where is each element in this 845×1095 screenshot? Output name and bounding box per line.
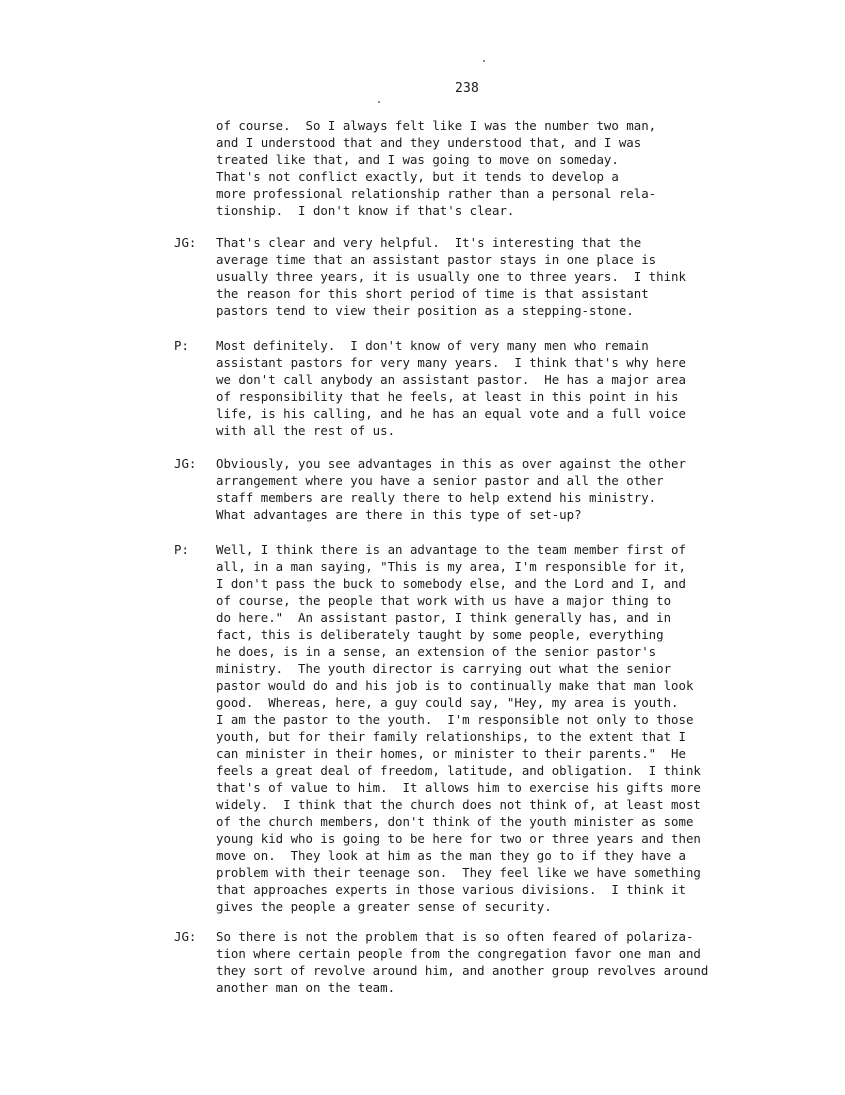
text-line: and I understood that and they understood that, and I was — [216, 135, 642, 150]
text-line: So there is not the problem that is so often feared of polariza- — [216, 929, 694, 944]
text-line: Well, I think there is an advantage to the team member first of — [216, 542, 686, 557]
text-line: tionship. I don't know if that's clear. — [216, 203, 515, 218]
text-line: of course. So I always felt like I was the number two man, — [216, 118, 657, 133]
paragraph-1 — [216, 117, 796, 219]
text-line: average time that an assistant pastor stays in one place is — [216, 252, 657, 267]
text-line: assistant pastors for very many years. I think that's why here — [216, 355, 686, 370]
text-line: that's of value to him. It allows him to exercise his gifts more — [216, 780, 701, 795]
text-line: gives the people a greater sense of security. — [216, 899, 552, 914]
text-line: of responsibility that he feels, at least in this point in his — [216, 389, 679, 404]
text-line: that approaches experts in those various divisions. I think it — [216, 882, 686, 897]
paragraph-3 — [174, 337, 796, 439]
scan-speck — [483, 60, 485, 62]
text-line: fact, this is deliberately taught by some people, everything — [216, 627, 664, 642]
text-line: all, in a man saying, "This is my area, I'm responsible for it, — [216, 559, 686, 574]
text-line: Most definitely. I don't know of very many men who remain — [216, 338, 649, 353]
text-line: feels a great deal of freedom, latitude, and obligation. I think — [216, 763, 701, 778]
text-line: we don't call anybody an assistant pastor. He has a major area — [216, 372, 686, 387]
speaker-label: JG: — [174, 456, 197, 471]
text-line: What advantages are there in this type of set-up? — [216, 507, 582, 522]
text-line: That's not conflict exactly, but it tends to develop a — [216, 169, 619, 184]
text-line: more professional relationship rather than a personal rela- — [216, 186, 657, 201]
text-line: of the church members, don't think of the youth minister as some — [216, 814, 694, 829]
paragraph-6 — [174, 928, 796, 996]
text-line: arrangement where you have a senior pastor and all the other — [216, 473, 664, 488]
scan-speck — [378, 101, 380, 103]
text-line: he does, is in a sense, an extension of the senior pastor's — [216, 644, 657, 659]
paragraph-4 — [174, 455, 796, 523]
paragraph-2 — [174, 234, 796, 319]
page-number: 238 — [455, 81, 480, 96]
text-line: good. Whereas, here, a guy could say, "Hey, my area is youth. — [216, 695, 679, 710]
text-line: I am the pastor to the youth. I'm responsible not only to those — [216, 712, 694, 727]
text-line: move on. They look at him as the man they go to if they have a — [216, 848, 686, 863]
text-line: they sort of revolve around him, and another group revolves around — [216, 963, 709, 978]
text-line: life, is his calling, and he has an equal vote and a full voice — [216, 406, 686, 421]
text-line: tion where certain people from the congregation favor one man and — [216, 946, 701, 961]
text-line: ministry. The youth director is carrying out what the senior — [216, 661, 672, 676]
text-line: can minister in their homes, or minister to their parents." He — [216, 746, 686, 761]
text-line: young kid who is going to be here for two or three years and then — [216, 831, 701, 846]
speaker-label: P: — [174, 542, 189, 557]
text-line: treated like that, and I was going to move on someday. — [216, 152, 619, 167]
text-line: pastor would do and his job is to continually make that man look — [216, 678, 694, 693]
text-line: with all the rest of us. — [216, 423, 396, 438]
speaker-label: P: — [174, 338, 189, 353]
speaker-label: JG: — [174, 235, 197, 250]
text-line: of course, the people that work with us have a major thing to — [216, 593, 672, 608]
text-line: the reason for this short period of time is that assistant — [216, 286, 649, 301]
text-line: I don't pass the buck to somebody else, and the Lord and I, and — [216, 576, 686, 591]
text-line: Obviously, you see advantages in this as over against the other — [216, 456, 686, 471]
text-line: widely. I think that the church does not think of, at least most — [216, 797, 701, 812]
text-line: usually three years, it is usually one to three years. I think — [216, 269, 686, 284]
text-line: staff members are really there to help extend his ministry. — [216, 490, 657, 505]
text-line: youth, but for their family relationships, to the extent that I — [216, 729, 686, 744]
text-line: pastors tend to view their position as a stepping-stone. — [216, 303, 634, 318]
text-line: That's clear and very helpful. It's interesting that the — [216, 235, 642, 250]
paragraph-5 — [174, 541, 796, 915]
text-line: problem with their teenage son. They feel like we have something — [216, 865, 701, 880]
text-line: another man on the team. — [216, 980, 396, 995]
text-line: do here." An assistant pastor, I think generally has, and in — [216, 610, 672, 625]
speaker-label: JG: — [174, 929, 197, 944]
